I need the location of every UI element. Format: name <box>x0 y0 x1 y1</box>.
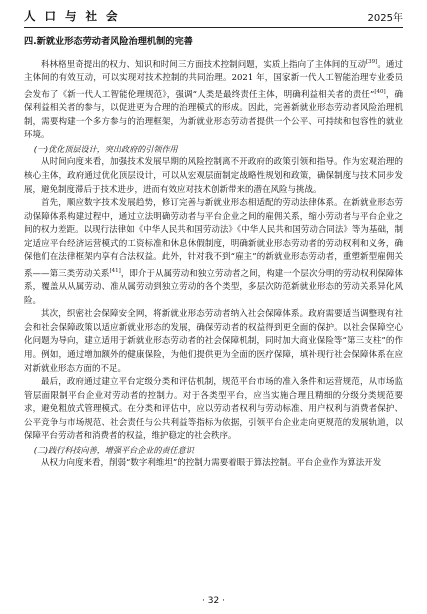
paragraph: 从权力向度来看，削弱“数字利维坦”的控制力需要着眼于算法控制。平台企业作为算法开发 <box>41 458 382 469</box>
citation-ref: [39] <box>366 59 378 65</box>
page-header <box>24 8 403 26</box>
paragraph: 从时间向度来看，加强技术发展早期的风险控制离不开政府的政策引领和指导。作为宏观治理的核心主体，政府通过优化顶层设计，可以从宏观层面制定战略性规划和政策，确保制度与技术同步发展，避免制度滞后于技术进步，进而有效应对技术创新带来的潜在风险与挑战。 <box>24 157 403 195</box>
paragraph: 最后，政府通过建立平台定级分类和评估机制，规范平台市场的准入条件和运营规范，从市场监管层面限制平台企业对劳动者的控制力。对于各类型平台，应当实施合理且精细的分级分类规范要求，避免粗放式管理模式。在分类和评估中，应以劳动者权利与劳动标准、用户权利与消费者保护、公平竞争与市场规范、社会责任与公共利益等指标为依据，引领平台企业走向更规范的发展轨道，以保障平台劳动者和消费者的权益，维护稳定的社会秩序。 <box>24 377 403 442</box>
journal-name: 人口与社会 <box>24 9 127 23</box>
paragraph: 其次，织密社会保障安全网，将新就业形态劳动者纳入社会保障体系。政府需要适当调整现有社会和社会保障政策以适应新就业形态的发展，确保劳动者的权益得到更全面的保护。以社会保障空心化问题为导向，建立适用于新就业形态劳动者的社会保障机制，同时加大商业保险等“第三支柱”的作用。例如，通过增加额外的健康保险，为他们提供更为全面的医疗保障，填补现行社会保障体系在应对新就业形态方面的不足。 <box>24 309 403 374</box>
page-number: · 32 · <box>202 596 225 606</box>
paragraph: 首先，顺应数字技术发展趋势，修订完善与新就业形态相适配的劳动法律体系。在新就业形态劳动保障体系构建过程中，通过立法明确劳动者与平台企业之间的雇佣关系，缩小劳动者与平台企业之间的权力差距。以现行法律如《中华人民共和国劳动法》《中华人民共和国劳动合同法》等为基础，制定适应平台经济运营模式的工资标准和休息休假制度，明确新就业形态劳动者的劳动权利和义务，确保他们在法律框架内享有合法权益。此外，针对我不到“雇主”的新就业形态劳动者，重塑新型雇佣关系——第三类劳动关系[41]，即介于从属劳动和独立劳动者之间，构建一个层次分明的劳动权利保障体系，覆盖从从属劳动、准从属劳动到独立劳动的各个类型，多层次防范新就业形态的劳动关系异化风险。 <box>24 198 403 306</box>
article-body <box>24 36 403 471</box>
header-rule <box>24 27 403 28</box>
citation-ref: [41] <box>109 267 121 274</box>
citation-ref: [40] <box>374 88 386 95</box>
paragraph: 科林格里奇提出的权力、知识和时间三方面技术控制问题，实质上指向了主体间的互动[39]。通过主体间的有效互动，可以实现对技术控制的共同治理。2021 年，国家新一代人工智能治理专业委员会发布了《新一代人工智能伦理规范》，强调“人类是最终责任主体，明确利益相关者的责任”[40]，确保利益相关者的参与，以促进更为合理的治理模式的形成。因此，完善新就业形态劳动者风险治理机制，需要构建一个多方参与的治理框架，为新就业形态劳动者提供一个公平、可持续和包容性的就业环境。 <box>24 59 403 141</box>
subsection-heading: (一)优化顶层设计，突出政府的引领作用 <box>33 143 178 154</box>
subsection-heading: (二)践行科技向善，增强平台企业的责任意识 <box>33 444 194 455</box>
section-title: 四.新就业形态劳动者风险治理机制的完善 <box>24 36 193 47</box>
issue-year: 2025年 <box>367 13 403 24</box>
